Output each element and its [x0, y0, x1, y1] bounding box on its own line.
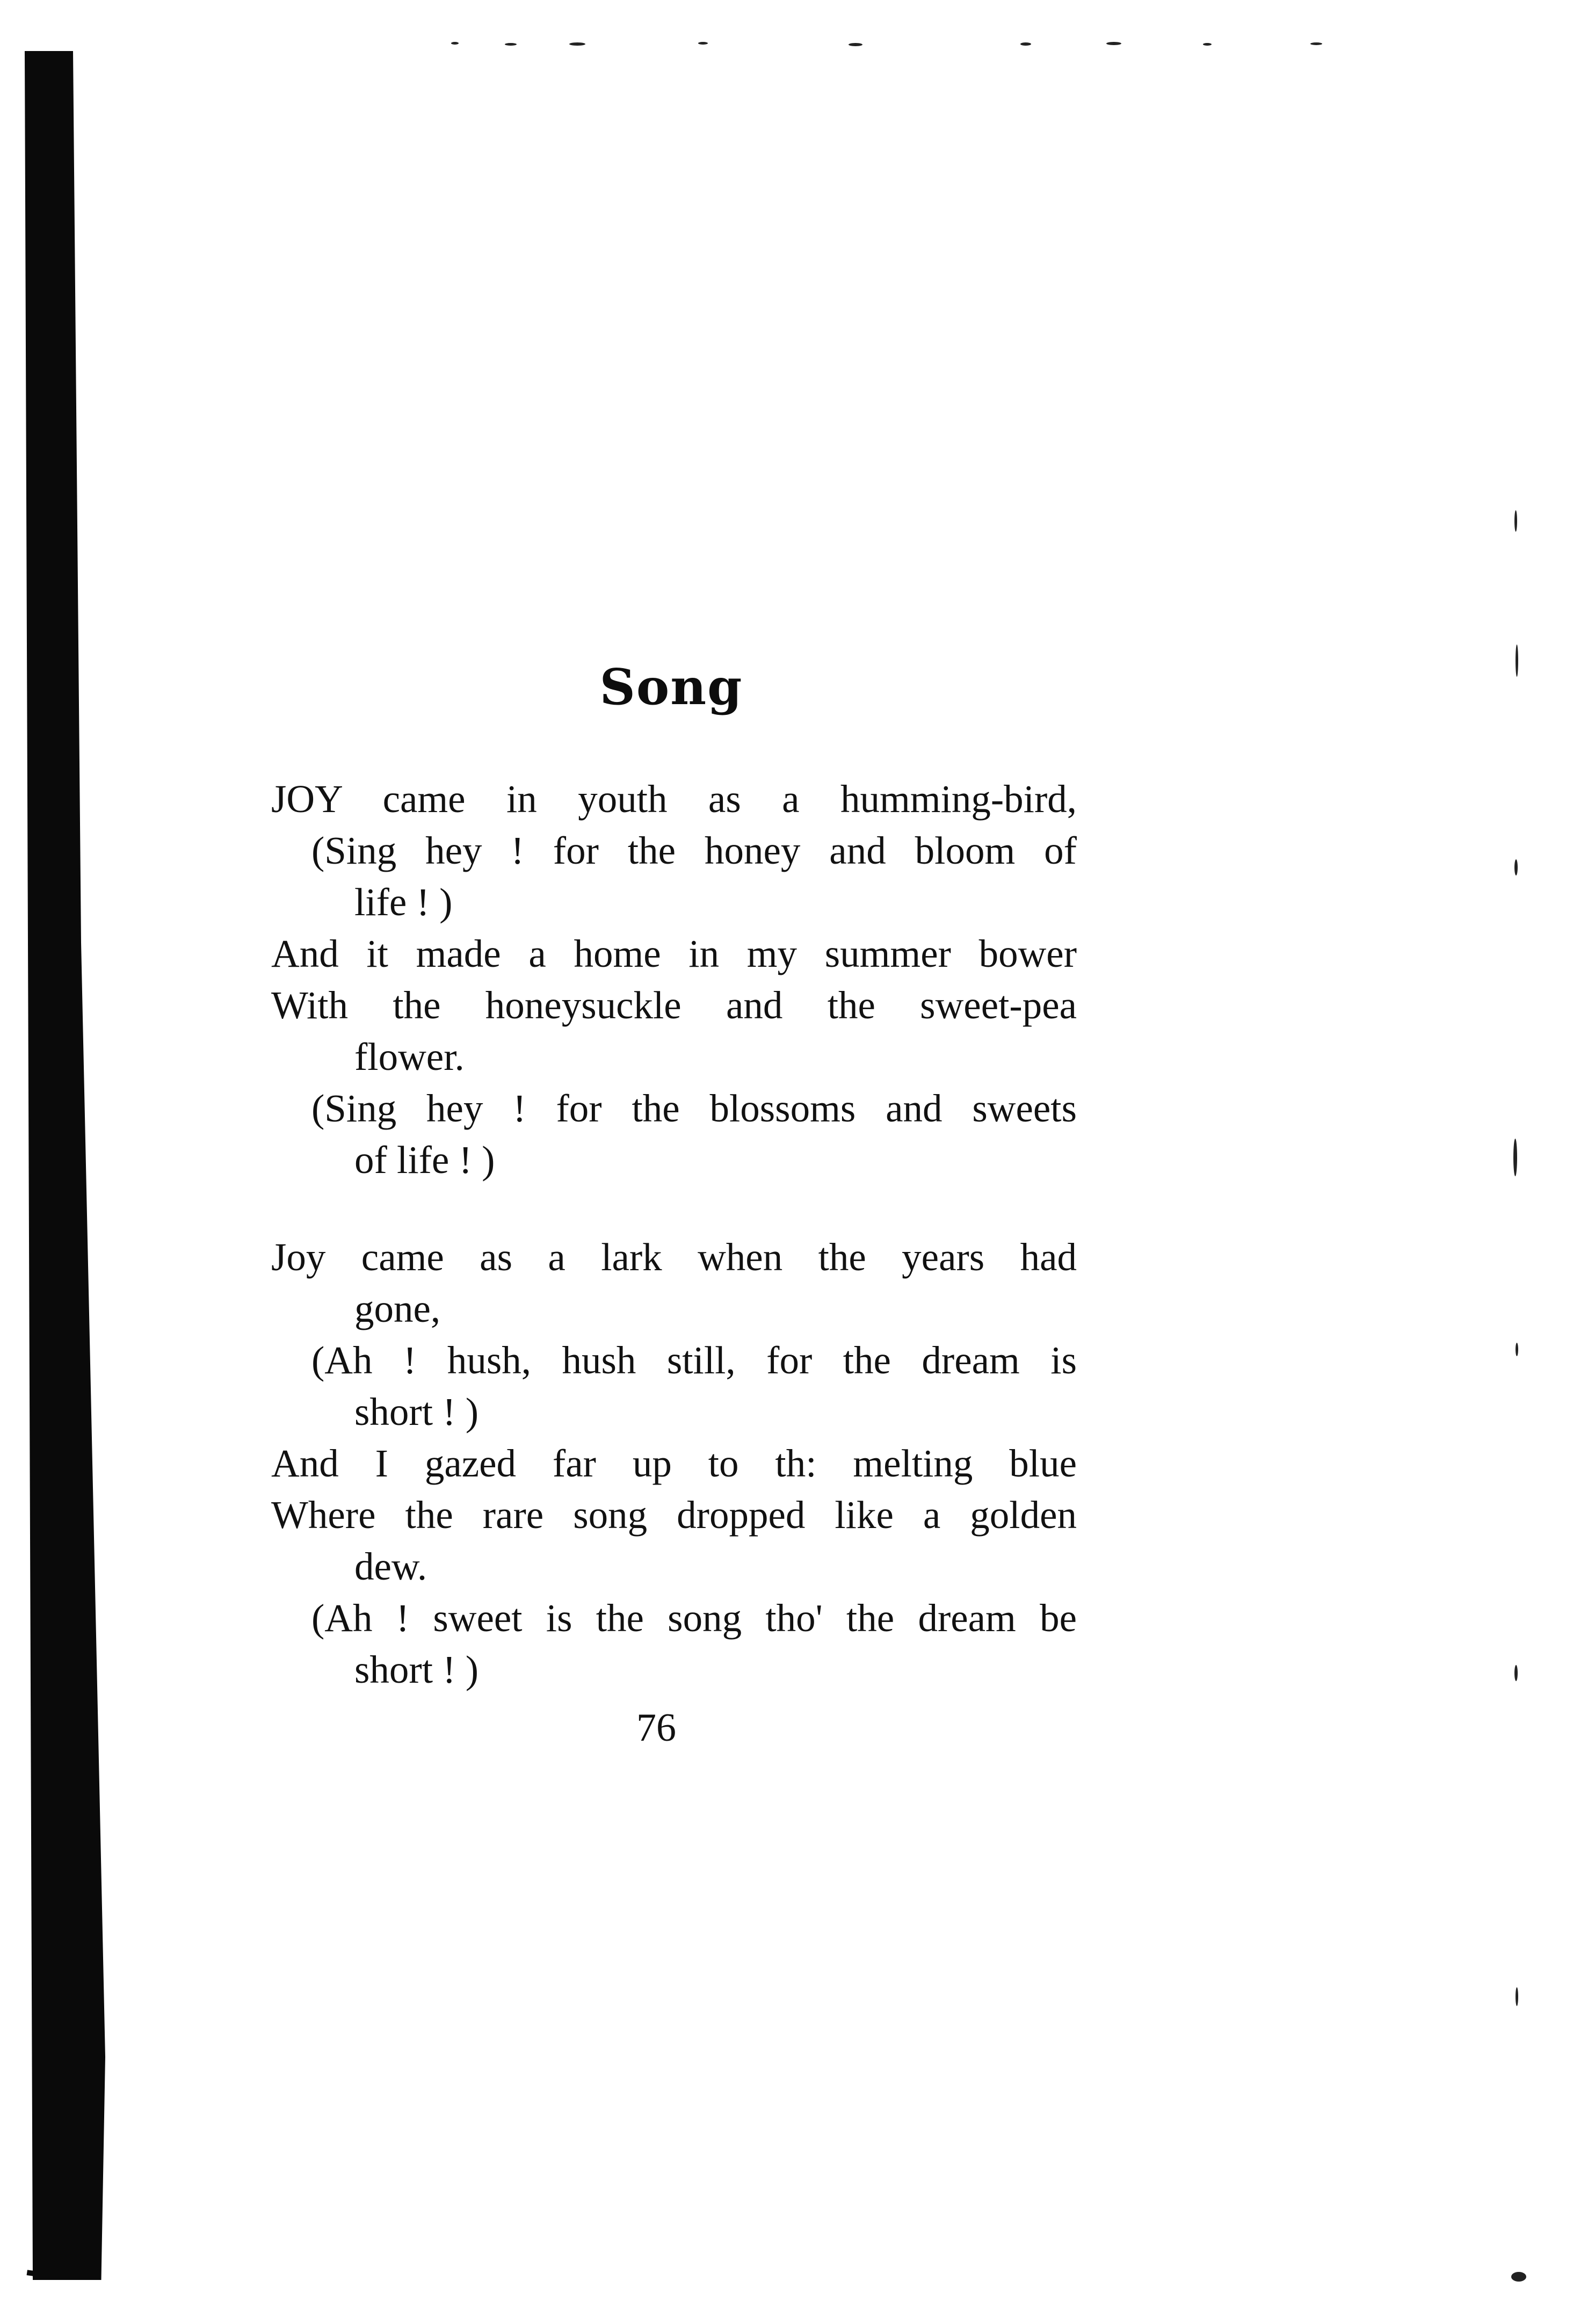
verse-line: of life ! ) — [354, 1138, 495, 1182]
verse-line: (Ah ! hush, hush still, for the dream is — [311, 1338, 1077, 1382]
page-number: 76 — [636, 1706, 676, 1750]
verse-line: Joy came as a lark when the years had — [271, 1235, 1077, 1279]
verse-line: Where the rare song dropped like a golden — [271, 1493, 1077, 1537]
verse-line: short ! ) — [354, 1648, 479, 1691]
binding-shadow — [25, 51, 105, 2280]
verse-line: short ! ) — [354, 1390, 479, 1434]
verse-line: (Ah ! sweet is the song tho' the dream be — [311, 1596, 1077, 1640]
verse-line: dew. — [354, 1545, 427, 1588]
right-edge-specks — [1509, 483, 1525, 2309]
stanza-1 — [271, 773, 1077, 1186]
poem-title: Song — [599, 658, 743, 716]
verse-line: JOY came in youth as a humming-bird, — [271, 777, 1077, 821]
top-edge-specks — [440, 38, 1380, 54]
verse-line: (Sing hey ! for the honey and bloom of — [311, 829, 1077, 872]
verse-line: life ! ) — [354, 880, 453, 924]
verse-line: And I gazed far up to th⁠: melting blue — [271, 1442, 1077, 1485]
poem-body — [271, 773, 1077, 1741]
verse-line: And it made a home in my summer bower — [271, 932, 1077, 975]
verse-line: flower. — [354, 1035, 465, 1078]
verse-line: With the honeysuckle and the sweet-pea — [271, 983, 1077, 1027]
verse-line: gone, — [354, 1287, 441, 1330]
verse-line: (Sing hey ! for the blossoms and sweets — [311, 1087, 1077, 1130]
stanza-2 — [271, 1232, 1077, 1696]
